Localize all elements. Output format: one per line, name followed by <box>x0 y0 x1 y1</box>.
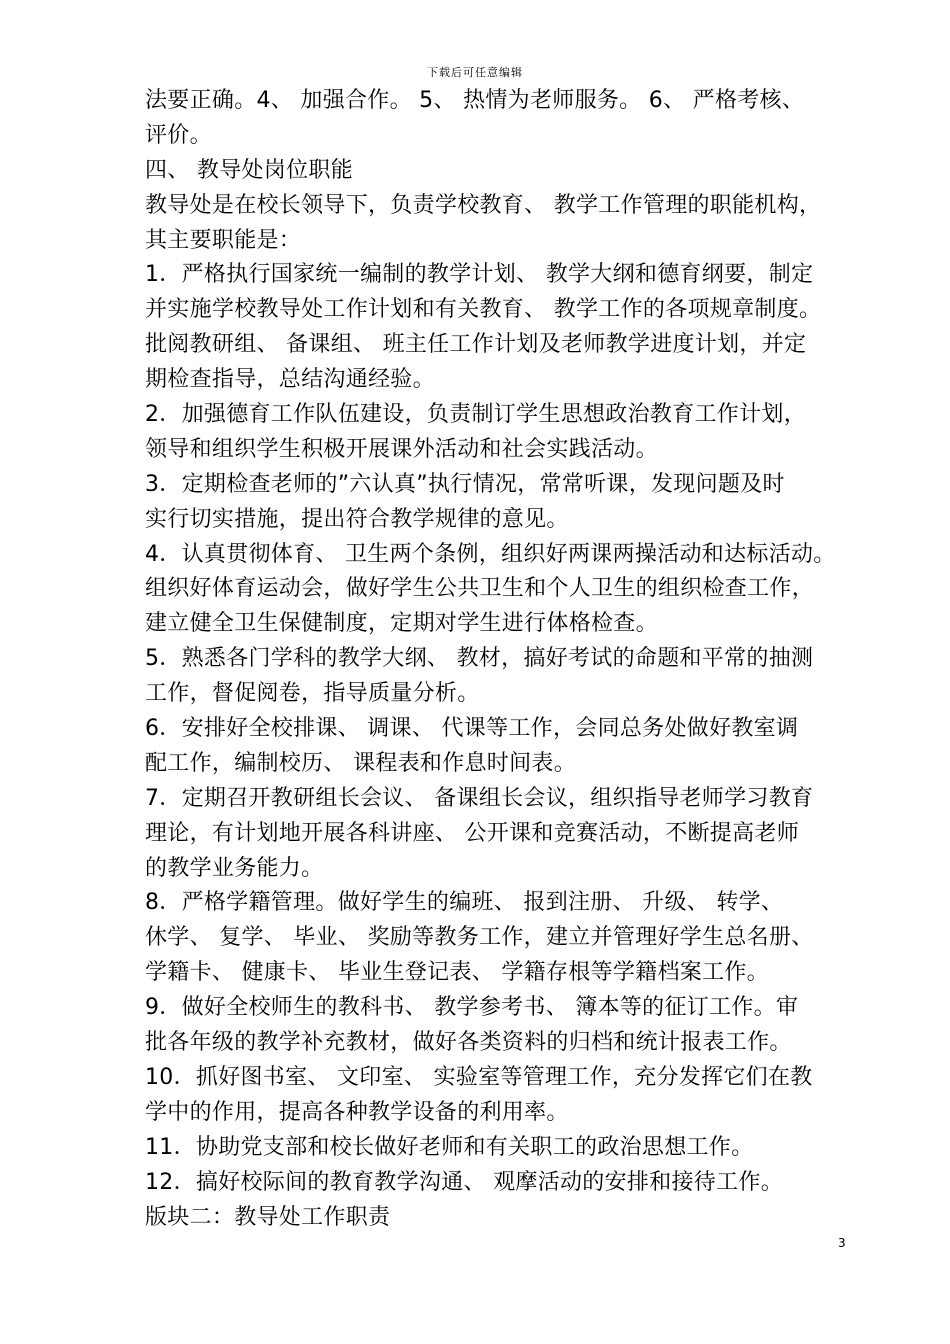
text-line: 期检查指导，总结沟通经验。 <box>145 367 435 393</box>
text-line: 评价。 <box>145 122 212 148</box>
text-line: 建立健全卫生保健制度，定期对学生进行体格检查。 <box>145 611 658 637</box>
text-line: 领导和组织学生积极开展课外活动和社会实践活动。 <box>145 436 658 462</box>
text-line: 休学、 复学、 毕业、 奖励等教务工作，建立并管理好学生总名册、 <box>145 925 814 951</box>
list-item: 9．做好全校师生的教科书、 教学参考书、 簿本等的征订工作。审 <box>145 995 799 1021</box>
list-item: 12．搞好校际间的教育教学沟通、 观摩活动的安排和接待工作。 <box>145 1169 783 1195</box>
text-line: 学籍卡、 健康卡、 毕业生登记表、 学籍存根等学籍档案工作。 <box>145 960 769 986</box>
text-line: 实行切实措施，提出符合教学规律的意见。 <box>145 506 569 532</box>
text-line: 组织好体育运动会，做好学生公共卫生和个人卫生的组织检查工作， <box>145 576 815 602</box>
list-item: 4．认真贯彻体育、 卫生两个条例，组织好两课两操活动和达标活动。 <box>145 541 836 567</box>
list-item: 11．协助党支部和校长做好老师和有关职工的政治思想工作。 <box>145 1134 754 1160</box>
section-heading: 版块二：教导处工作职责 <box>145 1204 391 1230</box>
page-header: 下载后可任意编辑 <box>427 66 523 79</box>
list-item: 5．熟悉各门学科的教学大纲、 教材，搞好考试的命题和平常的抽测 <box>145 646 814 672</box>
text-line: 工作，督促阅卷，指导质量分析。 <box>145 681 480 707</box>
list-item: 10．抓好图书室、 文印室、 实验室等管理工作，充分发挥它们在教 <box>145 1064 813 1090</box>
text-line: 配工作，编制校历、 课程表和作息时间表。 <box>145 750 576 776</box>
list-item: 6．安排好全校排课、 调课、 代课等工作，会同总务处做好教室调 <box>145 716 799 742</box>
text-line: 批各年级的教学补充教材，做好各类资料的归档和统计报表工作。 <box>145 1030 792 1056</box>
text-line: 法要正确。4、 加强合作。 5、 热情为老师服务。 6、 严格考核、 <box>145 88 805 113</box>
list-item: 2．加强德育工作队伍建设，负责制订学生思想政治教育工作计划， <box>145 402 806 428</box>
section-heading: 四、 教导处岗位职能 <box>145 157 353 183</box>
list-item: 1．严格执行国家统一编制的教学计划、 教学大纲和德育纲要，制定 <box>145 262 814 288</box>
list-item: 3．定期检查老师的”六认真”执行情况，常常听课，发现问题及时 <box>145 471 785 497</box>
list-item: 8．严格学籍管理。做好学生的编班、 报到注册、 升级、 转学、 <box>145 890 784 916</box>
list-item: 7．定期召开教研组长会议、 备课组长会议，组织指导老师学习教育 <box>145 785 814 811</box>
text-line: 学中的作用，提高各种教学设备的利用率。 <box>145 1099 569 1125</box>
page-number: 3 <box>838 1236 846 1250</box>
text-line: 并实施学校教导处工作计划和有关教育、 教学工作的各项规章制度。 <box>145 297 822 323</box>
document-body <box>145 84 865 1235</box>
text-line: 教导处是在校长领导下，负责学校教育、 教学工作管理的职能机构， <box>145 192 822 218</box>
text-line: 其主要职能是： <box>145 227 302 253</box>
text-line: 批阅教研组、 备课组、 班主任工作计划及老师教学进度计划，并定 <box>145 332 807 358</box>
text-line: 理论，有计划地开展各科讲座、 公开课和竞赛活动，不断提高老师 <box>145 820 799 846</box>
text-line: 的教学业务能力。 <box>145 855 324 881</box>
